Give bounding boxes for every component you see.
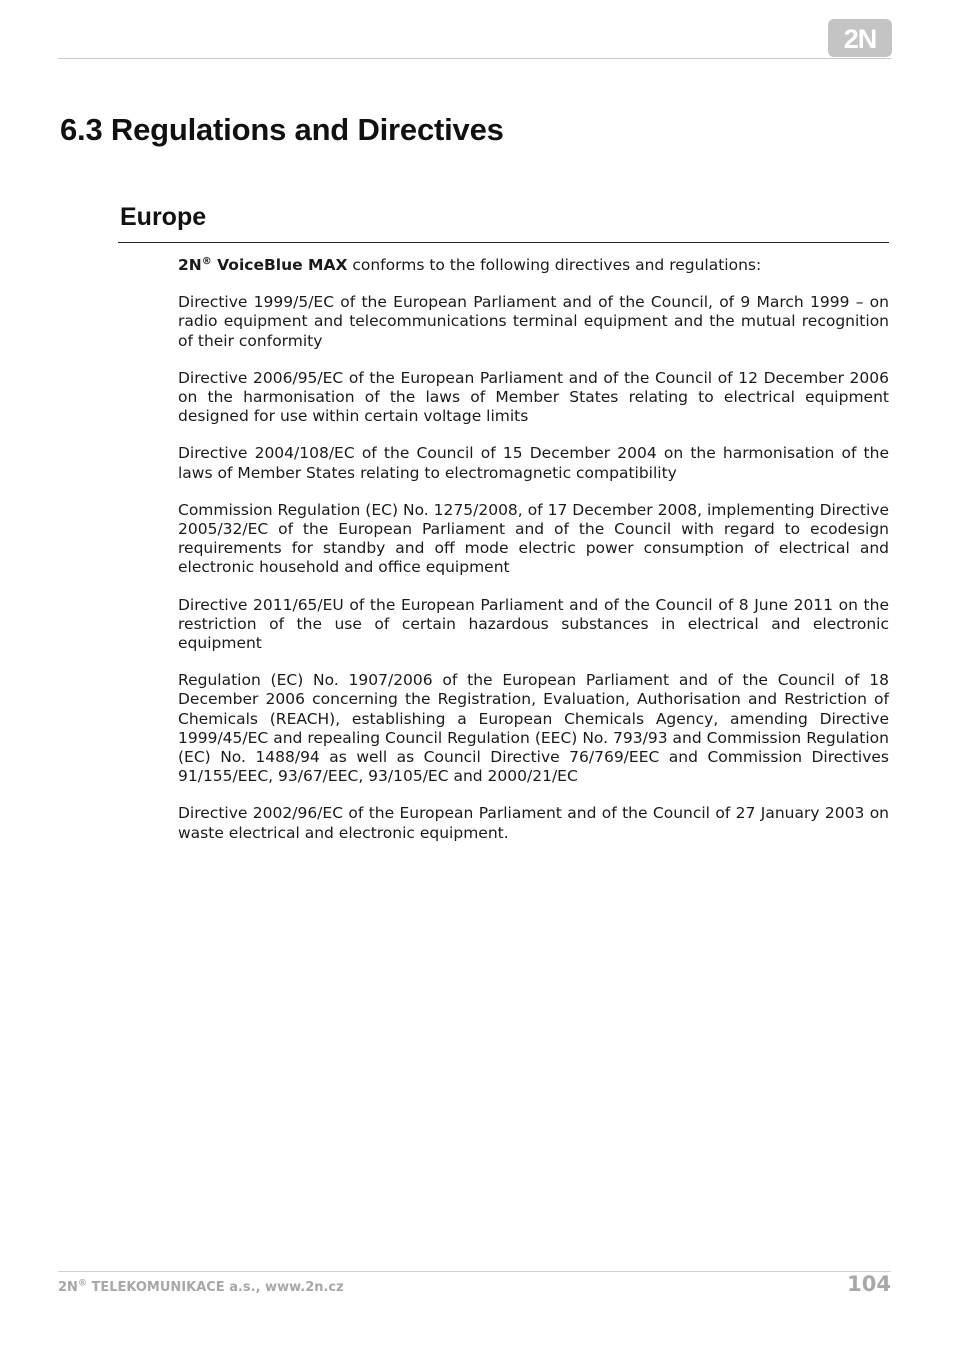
paragraph-1: Directive 1999/5/EC of the European Parliament and of the Council, of 9 March 1999 – on radio equipment and telecommunications terminal equipment and the mutual recognition of their conformity [178, 293, 889, 350]
page-title: 6.3 Regulations and Directives [60, 112, 504, 147]
paragraph-4: Commission Regulation (EC) No. 1275/2008, of 17 December 2008, implementing Directive 2005/32/EC of the European Parliament and of the Council with regard to ecodesign requirements for standby and off mode electric power consumption of electrical and electronic household and office equipment [178, 500, 889, 577]
paragraph-3: Directive 2004/108/EC of the Council of 15 December 2004 on the harmonisation of the laws of Member States relating to electromagnetic compatibility [178, 444, 889, 482]
body-text [178, 256, 889, 861]
intro-brand: 2N [178, 256, 202, 274]
intro-reg-mark: ® [201, 255, 212, 267]
logo-text: 2N [843, 24, 877, 54]
section-rule [118, 242, 889, 243]
section-title: Europe [120, 203, 207, 231]
footer-rule [58, 1271, 891, 1272]
footer-brand: 2N [58, 1280, 78, 1295]
paragraph-6: Regulation (EC) No. 1907/2006 of the European Parliament and of the Council of 18 December 2006 concerning the Registration, Evaluation, Authorisation and Restriction of Chemicals (REACH), establishing a European Chemicals Agency, amending Directive 1999/45/EC and repealing Council Regulation (EEC) No. 793/93 and Commission Regulation (EC) No. 1488/94 as well as Council Directive 76/769/EEC and Commission Directives 91/155/EEC, 93/67/EEC, 93/105/EC and 2000/21/EC [178, 671, 889, 786]
intro-rest: conforms to the following directives and regulations: [347, 256, 762, 274]
paragraph-2: Directive 2006/95/EC of the European Parliament and of the Council of 12 December 2006 on the harmonisation of the laws of Member States relating to electrical equipment designed for use within certain voltage limits [178, 368, 889, 426]
footer-company [58, 1280, 344, 1295]
paragraph-5: Directive 2011/65/EU of the European Parliament and of the Council of 8 June 2011 on the restriction of the use of certain hazardous substances in electrical and electronic equipment [178, 595, 889, 653]
paragraph-7: Directive 2002/96/EC of the European Parliament and of the Council of 27 January 2003 on waste electrical and electronic equipment. [178, 804, 889, 842]
footer-text: TELEKOMUNIKACE a.s., www.2n.cz [86, 1280, 344, 1295]
intro-paragraph [178, 256, 889, 275]
intro-product: VoiceBlue MAX [211, 256, 348, 274]
header-rule [58, 58, 891, 59]
footer-reg-mark: ® [77, 1278, 87, 1289]
2n-logo [828, 19, 892, 57]
page-number: 104 [847, 1272, 891, 1296]
